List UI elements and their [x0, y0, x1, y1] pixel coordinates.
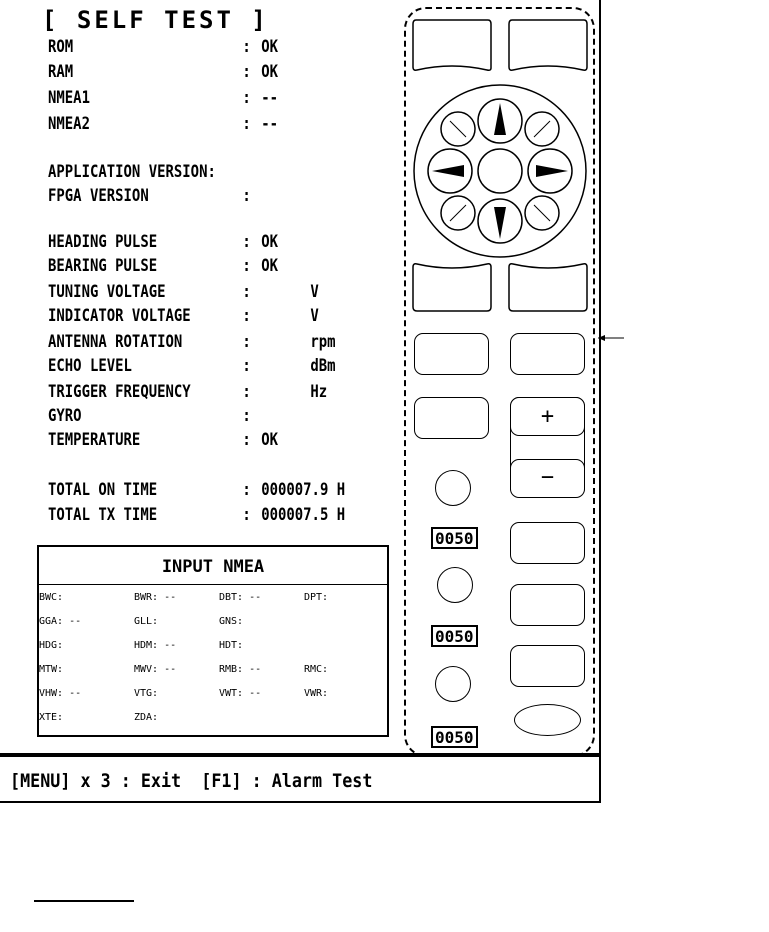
row-unit: dBm: [310, 356, 336, 376]
nmea-sentence-cell: HDG:: [39, 640, 64, 651]
nmea-sentence-cell: BWR: --: [134, 592, 177, 603]
nmea-sentence-cell: HDM: --: [134, 640, 177, 651]
row-label: APPLICATION VERSION:: [48, 162, 216, 182]
row-colon: :: [242, 256, 251, 276]
minus-label: −: [540, 465, 555, 490]
key-row8-right[interactable]: [510, 645, 585, 687]
nmea-sentence-cell: VTG:: [134, 688, 159, 699]
row-value: OK: [261, 62, 278, 82]
row-colon: :: [242, 480, 251, 500]
row-label: TOTAL ON TIME: [48, 480, 158, 500]
row-value: OK: [261, 232, 278, 252]
nmea-sentence-cell: GGA: --: [39, 616, 82, 627]
key-row3-right[interactable]: [510, 333, 585, 375]
row-colon: :: [242, 406, 251, 426]
center-key: [478, 149, 522, 193]
nmea-sentence-cell: VHW: --: [39, 688, 82, 699]
row-label: TOTAL TX TIME: [48, 505, 158, 525]
row-colon: :: [242, 186, 251, 206]
row-label: TRIGGER FREQUENCY: [48, 382, 191, 402]
row-label: NMEA2: [48, 114, 90, 134]
row-colon: :: [242, 382, 251, 402]
row-label: ECHO LEVEL: [48, 356, 132, 376]
row-unit: V: [310, 282, 319, 302]
row-value: --: [261, 88, 278, 108]
knob-2[interactable]: [437, 567, 473, 603]
nmea-sentence-cell: MWV: --: [134, 664, 177, 675]
nmea-sentence-cell: RMC:: [304, 664, 329, 675]
row-label: BEARING PULSE: [48, 256, 158, 276]
input-nmea-box: [37, 545, 389, 737]
row-colon: :: [242, 37, 251, 57]
row-colon: :: [242, 430, 251, 450]
row-label: TUNING VOLTAGE: [48, 282, 166, 302]
row-value: 000007.5 H: [261, 505, 346, 525]
row-label: INDICATOR VOLTAGE: [48, 306, 191, 326]
row-colon: :: [242, 232, 251, 252]
row-colon: :: [242, 62, 251, 82]
row-colon: :: [242, 356, 251, 376]
row-colon: :: [242, 505, 251, 525]
key-mid-left[interactable]: [412, 261, 492, 313]
footer-help-text: [MENU] x 3 : Exit [F1] : Alarm Test: [10, 770, 373, 792]
nmea-sentence-cell: DBT: --: [219, 592, 262, 603]
nmea-sentence-cell: GNS:: [219, 616, 244, 627]
row-value: OK: [261, 256, 278, 276]
counter-3: 0050: [431, 726, 478, 748]
key-top-right[interactable]: [508, 18, 588, 72]
row-value: --: [261, 114, 278, 134]
key-row4-left[interactable]: [414, 397, 489, 439]
nmea-sentence-cell: DPT:: [304, 592, 329, 603]
page-title: [ SELF TEST ]: [42, 6, 269, 34]
arrow-pad[interactable]: [412, 83, 588, 259]
row-colon: :: [242, 332, 251, 352]
row-label: ANTENNA ROTATION: [48, 332, 183, 352]
nmea-sentence-cell: ZDA:: [134, 712, 159, 723]
row-label: ROM: [48, 37, 74, 57]
key-row3-left[interactable]: [414, 333, 489, 375]
row-unit: rpm: [310, 332, 336, 352]
nmea-sentence-cell: VWR:: [304, 688, 329, 699]
counter-1: 0050: [431, 527, 478, 549]
row-label: FPGA VERSION: [48, 186, 149, 206]
nmea-sentence-cell: HDT:: [219, 640, 244, 651]
key-mid-right[interactable]: [508, 261, 588, 313]
row-colon: :: [242, 88, 251, 108]
counter-2: 0050: [431, 625, 478, 647]
page-bottom-rule: [34, 900, 134, 902]
input-nmea-header: INPUT NMEA: [39, 547, 387, 585]
nmea-sentence-cell: VWT: --: [219, 688, 262, 699]
pointer-arrow-icon: [596, 333, 626, 343]
plus-label: +: [540, 404, 555, 429]
nmea-sentence-cell: RMB: --: [219, 664, 262, 675]
row-label: GYRO: [48, 406, 82, 426]
row-label: TEMPERATURE: [48, 430, 141, 450]
row-colon: :: [242, 114, 251, 134]
nmea-sentence-cell: GLL:: [134, 616, 159, 627]
row-unit: Hz: [310, 382, 328, 402]
nmea-sentence-cell: BWC:: [39, 592, 64, 603]
key-row7-right[interactable]: [510, 584, 585, 626]
row-label: NMEA1: [48, 88, 90, 108]
knob-1[interactable]: [435, 470, 471, 506]
key-top-left[interactable]: [412, 18, 492, 72]
key-row6-right[interactable]: [510, 522, 585, 564]
knob-3[interactable]: [435, 666, 471, 702]
row-colon: :: [242, 306, 251, 326]
row-colon: :: [242, 282, 251, 302]
row-value: 000007.9 H: [261, 480, 346, 500]
row-label: RAM: [48, 62, 74, 82]
nmea-sentence-cell: XTE:: [39, 712, 64, 723]
nmea-sentence-cell: MTW:: [39, 664, 64, 675]
row-value: OK: [261, 430, 278, 450]
row-label: HEADING PULSE: [48, 232, 158, 252]
row-value: OK: [261, 37, 278, 57]
power-oval-key[interactable]: [514, 704, 581, 736]
row-unit: V: [310, 306, 319, 326]
